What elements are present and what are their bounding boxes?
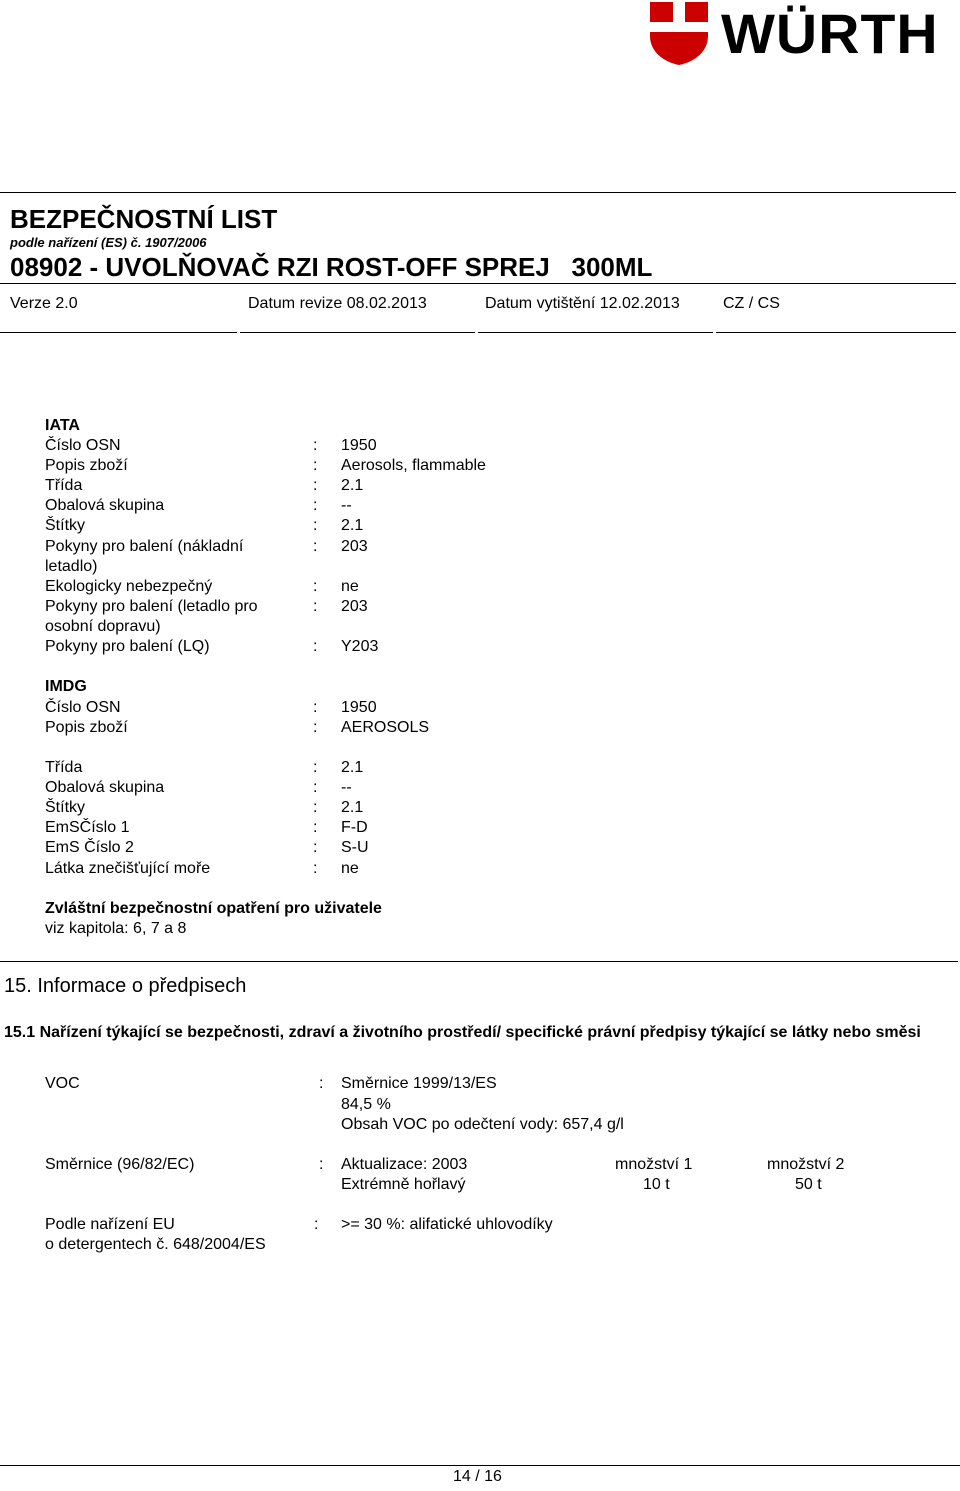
imdg-value-class: 2.1 xyxy=(341,759,364,776)
imdg-value-ems-1: F-D xyxy=(341,819,368,836)
section-rule xyxy=(0,961,958,962)
print-date: Datum vytištění 12.02.2013 xyxy=(485,295,680,312)
iata-label-un-number: Číslo OSN xyxy=(45,437,121,454)
colon: : xyxy=(314,1216,319,1233)
colon: : xyxy=(313,598,318,615)
seveso-qty1: 10 t xyxy=(643,1176,670,1193)
colon: : xyxy=(313,779,318,796)
colon: : xyxy=(313,860,318,877)
iata-label-cargo-packing-cont: letadlo) xyxy=(45,558,98,575)
imdg-label-labels: Štítky xyxy=(45,799,86,816)
footer-rule xyxy=(0,1465,960,1466)
imdg-value-labels: 2.1 xyxy=(341,799,364,816)
iata-value-environmental: ne xyxy=(341,578,359,595)
iata-label-packing-group: Obalová skupina xyxy=(45,497,165,514)
imdg-label-un-number: Číslo OSN xyxy=(45,699,121,716)
imdg-heading: IMDG xyxy=(45,678,87,695)
iata-label-lq-packing: Pokyny pro balení (LQ) xyxy=(45,638,210,655)
document-title: BEZPEČNOSTNÍ LIST xyxy=(10,204,278,234)
seveso-category: Extrémně hořlavý xyxy=(341,1176,466,1193)
colon: : xyxy=(313,799,318,816)
iata-value-passenger-packing: 203 xyxy=(341,598,368,615)
detergents-value: >= 30 %: alifatické uhlovodíky xyxy=(341,1216,553,1233)
imdg-label-class: Třída xyxy=(45,759,83,776)
colon: : xyxy=(313,538,318,555)
iata-value-un-number: 1950 xyxy=(341,437,377,454)
iata-heading: IATA xyxy=(45,417,80,434)
imdg-value-un-number: 1950 xyxy=(341,699,377,716)
regulation-reference: podle nařízení (ES) č. 1907/2006 xyxy=(10,235,207,250)
imdg-value-marine-pollutant: ne xyxy=(341,860,359,877)
iata-label-labels: Štítky xyxy=(45,517,86,534)
voc-percent: 84,5 % xyxy=(341,1096,391,1113)
iata-value-class: 2.1 xyxy=(341,477,364,494)
special-precautions-heading: Zvláštní bezpečnostní opatření pro uživatele xyxy=(45,900,382,917)
imdg-label-marine-pollutant: Látka znečišťující moře xyxy=(45,860,211,877)
header-bottom-rule-4 xyxy=(716,332,956,333)
colon: : xyxy=(313,517,318,534)
revision-date: Datum revize 08.02.2013 xyxy=(248,295,427,312)
imdg-label-ems-2: EmS Číslo 2 xyxy=(45,839,134,856)
colon: : xyxy=(313,819,318,836)
colon: : xyxy=(313,638,318,655)
iata-value-packing-group: -- xyxy=(341,497,352,514)
colon: : xyxy=(313,699,318,716)
colon: : xyxy=(313,477,318,494)
logo-wordmark: WÜRTH xyxy=(721,2,939,65)
header-bottom-rule-2 xyxy=(240,332,475,333)
iata-label-passenger-packing: Pokyny pro balení (letadlo pro xyxy=(45,598,258,615)
imdg-label-description: Popis zboží xyxy=(45,719,128,736)
colon: : xyxy=(313,437,318,454)
wurth-logo-mark-icon xyxy=(648,0,710,66)
seveso-update: Aktualizace: 2003 xyxy=(341,1156,468,1173)
iata-label-passenger-packing-cont: osobní dopravu) xyxy=(45,618,161,635)
special-precautions-text: viz kapitola: 6, 7 a 8 xyxy=(45,920,187,937)
colon: : xyxy=(313,759,318,776)
header-top-rule xyxy=(0,192,956,193)
seveso-label: Směrnice (96/82/EC) xyxy=(45,1156,195,1173)
header-mid-rule xyxy=(0,283,956,284)
detergents-label: Podle nařízení EU xyxy=(45,1216,175,1233)
iata-label-environmental: Ekologicky nebezpečný xyxy=(45,578,213,595)
imdg-value-description: AEROSOLS xyxy=(341,719,430,736)
colon: : xyxy=(313,457,318,474)
imdg-label-packing-group: Obalová skupina xyxy=(45,779,165,796)
version: Verze 2.0 xyxy=(10,295,78,312)
voc-directive: Směrnice 1999/13/ES xyxy=(341,1075,497,1092)
iata-label-description: Popis zboží xyxy=(45,457,128,474)
language: CZ / CS xyxy=(723,295,780,312)
iata-label-class: Třída xyxy=(45,477,83,494)
imdg-value-ems-2: S-U xyxy=(341,839,369,856)
seveso-qty2: 50 t xyxy=(795,1176,822,1193)
product-title: 08902 - UVOLŇOVAČ RZI ROST-OFF SPREJ 300ML xyxy=(10,252,653,282)
iata-value-cargo-packing: 203 xyxy=(341,538,368,555)
imdg-value-packing-group: -- xyxy=(341,779,352,796)
seveso-qty2-header: množství 2 xyxy=(767,1156,845,1173)
colon: : xyxy=(319,1156,324,1173)
section-15-1-subtitle: 15.1 Nařízení týkající se bezpečnosti, zdraví a životního prostředí/ specifické právní předpisy týkající se látky nebo směsi xyxy=(4,1024,921,1041)
colon: : xyxy=(319,1075,324,1092)
section-15-title: 15. Informace o předpisech xyxy=(4,975,247,997)
seveso-qty1-header: množství 1 xyxy=(615,1156,693,1173)
detergents-label-cont: o detergentech č. 648/2004/ES xyxy=(45,1236,266,1253)
header-bottom-rule-3 xyxy=(478,332,713,333)
page-number: 14 / 16 xyxy=(453,1468,502,1485)
colon: : xyxy=(313,719,318,736)
iata-label-cargo-packing: Pokyny pro balení (nákladní xyxy=(45,538,244,555)
colon: : xyxy=(313,839,318,856)
header-bottom-rule-1 xyxy=(0,332,237,333)
colon: : xyxy=(313,578,318,595)
iata-value-description: Aerosols, flammable xyxy=(341,457,486,474)
iata-value-labels: 2.1 xyxy=(341,517,364,534)
iata-value-lq-packing: Y203 xyxy=(341,638,379,655)
colon: : xyxy=(313,497,318,514)
voc-content: Obsah VOC po odečtení vody: 657,4 g/l xyxy=(341,1116,624,1133)
voc-label: VOC xyxy=(45,1075,80,1092)
wurth-logo xyxy=(648,0,960,70)
imdg-label-ems-1: EmSČíslo 1 xyxy=(45,819,130,836)
